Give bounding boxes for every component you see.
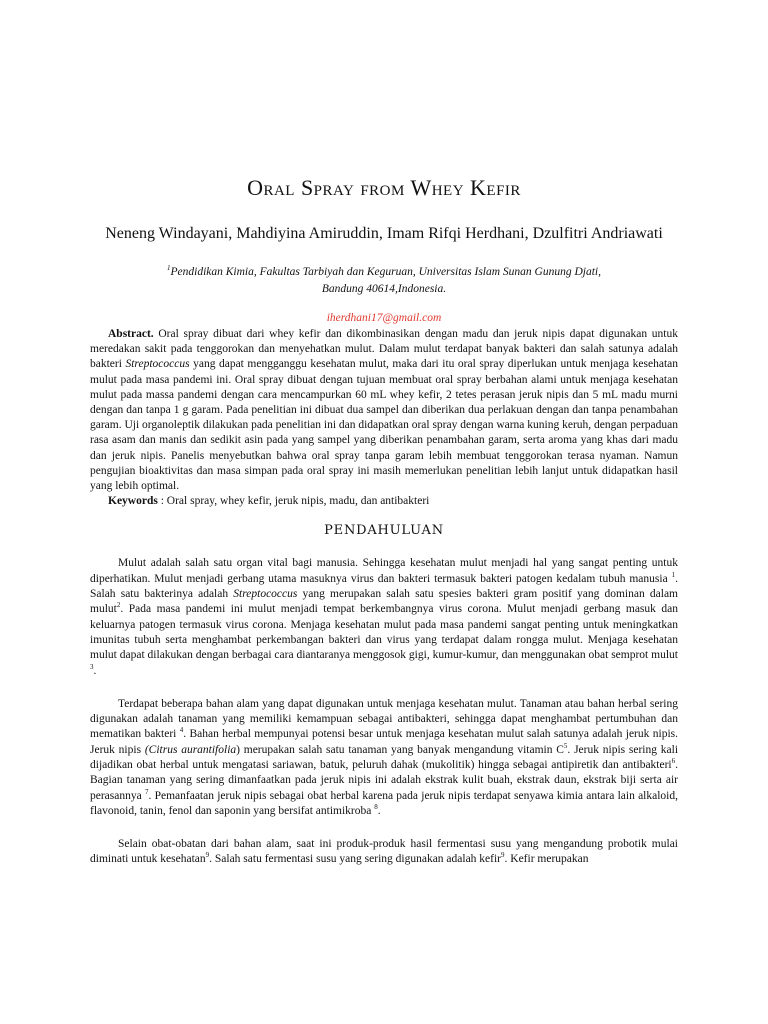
paragraph-text: . Pada masa pandemi ini mulut menjadi tempat berkembangnya virus corona. Mulut menjadi gerbang masuk dan keluarnya patogen termasuk virus corona. Menjaga kesehatan mulut pada masa pandemi sangat penting untuk meningkatkan imunitas tubuh serta menghambat perkembangan bakteri dan virus yang terdapat dalam rongga mulut. Menjaga kesehatan mulut dapat dilakukan dengan berbagai cara diantaranya menggosok gigi, kumur-kumur, dan menggunakan obat semprot mulut	[90, 603, 678, 662]
citation: 9	[501, 851, 505, 860]
affiliation-marker: 1	[167, 264, 171, 273]
paragraph-text: . Salah satu fermentasi susu yang sering digunakan adalah kefir	[209, 853, 502, 866]
keywords-text: : Oral spray, whey kefir, jeruk nipis, madu, dan antibakteri	[157, 495, 430, 508]
citation: 4	[179, 726, 184, 735]
citation: 5	[563, 741, 568, 750]
paragraph-text: .	[377, 804, 381, 817]
paragraph-text: . Pemanfaatan jeruk nipis sebagai obat herbal karena pada jeruk nipis terdapat senyawa kimia antara lain alkaloid, flavonoid, tanin, fenol dan saponin yang bersifat antimikroba	[90, 789, 678, 817]
paragraph-text: . Bahan herbal mempunyai potensi besar untuk menjaga kesehatan mulut salah satunya adalah jeruk nipis. Jeruk nipis	[90, 728, 678, 756]
abstract	[90, 327, 678, 494]
abstract-text: Oral spray dibuat dari whey kefir dan dikombinasikan dengan madu dan jeruk nipis dapat digunakan untuk meredakan sakit pada tenggorokan dan menyehatkan mulut. Dalam mulut terdapat banyak bakteri dan salah satunya adalah bakteri	[90, 328, 678, 371]
species-name: Streptococcus	[233, 588, 298, 601]
corresponding-email[interactable]: iherdhani17@gmail.com	[326, 312, 442, 324]
citation: 1	[671, 570, 676, 579]
keywords-label: Keywords	[108, 495, 158, 508]
body-paragraph-3	[90, 837, 678, 868]
paper-title: Oral Spray from Whey Kefir	[247, 175, 521, 200]
paragraph-text: Terdapat beberapa bahan alam yang dapat digunakan untuk menjaga kesehatan mulut. Tanaman atau bahan herbal sering digunakan adalah tanaman yang memiliki kemampuan sebagai antibakteri, sehingga dapat menghambat pertumbuhan dan mematikan bakteri	[90, 697, 678, 741]
paragraph-text: Selain obat-obatan dari bahan alam, saat ini produk-produk hasil fermentasi susu yang mengandung probotik mulai diminati untuk kesehatan	[90, 838, 678, 866]
paragraph-text: . Bagian tanaman yang sering dimanfaatkan pada jeruk nipis ini adalah ekstrak kulit buah, ekstrak daun, ekstrak biji serta air perasannya	[90, 759, 678, 802]
affiliation-line-2: Bandung 40614,Indonesia.	[321, 283, 447, 295]
author-list: Neneng Windayani, Mahdiyina Amiruddin, Imam Rifqi Herdhani, Dzulfitri Andriawati	[105, 225, 663, 242]
citation: 6	[671, 757, 676, 766]
citation: 7	[144, 787, 149, 796]
citation: 8	[374, 803, 378, 812]
affiliation	[90, 264, 678, 298]
section-heading: PENDAHULUAN	[324, 523, 444, 539]
paragraph-text: . Kefir merupakan	[504, 853, 589, 866]
abstract-species: Streptococcus	[125, 358, 190, 371]
body-paragraph-2	[90, 697, 678, 819]
paragraph-text: . Jeruk nipis sering kali dijadikan obat herbal untuk mengatasi sariawan, batuk, peluruh dahak (mukolitik) hingga sebagai antipiretik dan antibakteri	[90, 743, 679, 771]
paragraph-text: . Salah satu bakterinya adalah	[90, 572, 678, 601]
paragraph-text: Mulut adalah salah satu organ vital bagi manusia. Sehingga kesehatan mulut menjadi hal yang sangat penting untuk diperhatikan. Mulut menjadi gerbang utama masuknya virus dan bakteri termasuk bakteri patogen kedalam tubuh manusia	[90, 557, 678, 585]
species-name: (Citrus aurantifolia	[144, 743, 237, 756]
citation: 3	[90, 662, 94, 671]
affiliation-line-1: Pendidikan Kimia, Fakultas Tarbiyah dan Keguruan, Universitas Islam Sunan Gunung Djati,	[170, 266, 601, 278]
citation: 9	[205, 851, 210, 860]
body-paragraph-1	[90, 556, 678, 678]
citation: 2	[116, 601, 121, 610]
paragraph-text: .	[93, 664, 97, 677]
paragraph-text: yang merupakan salah satu spesies bakteri gram positif yang dominan dalam mulut	[90, 588, 678, 616]
paragraph-text: ) merupakan salah satu tanaman yang banyak mengandung vitamin C	[236, 743, 564, 756]
keywords	[90, 494, 678, 509]
abstract-text: yang dapat mengganggu kesehatan mulut, maka dari itu oral spray diperlukan untuk menjaga kesehatan mulut pada masa pandemi ini. Oral spray dibuat dengan tujuan membuat oral spray berbahan alami untuk menjaga kesehatan mulut pada massa pandemi dengan cara mencampurkan 60 mL whey kefir, 2 tetes perasan jeruk nipis dan 5 mL madu murni dengan dan tanpa 1 g garam. Pada penelitian ini dibuat dua sampel dan diberikan dua perlakuan dengan dan tanpa penambahan garam. Uji organoleptik dilakukan pada penelitian ini dan didapatkan oral spray dengan warna kuning keruh, dengan perpaduan rasa asam dan manis dan sedikit asin pada yang sampel yang diberikan penambahan garam, serta aroma yang khas dari madu dan jeruk nipis. Panelis menyebutkan bahwa oral spray tanpa garam lebih membuat tenggorokan terasa nyaman. Namun pengujian bioaktivitas dan masa simpan pada oral spray ini masih memerlukan penelitian lebih lanjut untuk didapatkan hasil yang lebih optimal.	[90, 358, 679, 493]
abstract-label: Abstract.	[108, 328, 154, 340]
